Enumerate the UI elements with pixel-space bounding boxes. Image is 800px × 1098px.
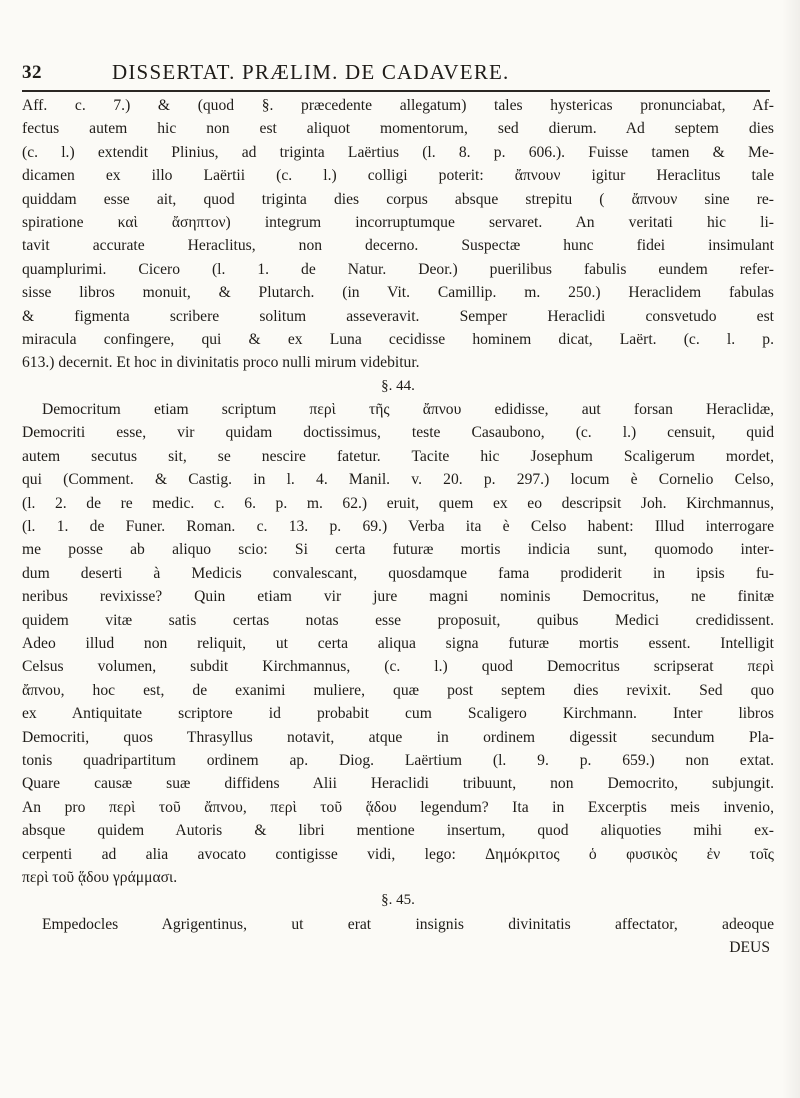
text-line: ἄπνου, hoc est, de exanimi muliere, quæ post septem dies revixit. Sed quo — [22, 681, 774, 699]
section-number: §. 44. — [381, 377, 415, 394]
text-line: Celsus volumen, subdit Kirchmannus, (c. l.) quod Democritus scripserat περὶ — [22, 658, 774, 676]
text-line: Democriti, quos Thrasyllus notavit, atque in ordinem digessit secundum Pla- — [22, 728, 774, 746]
page-edge-shadow — [782, 0, 800, 1098]
text-line: fectus autem hic non est aliquot momentorum, sed dierum. Ad septem dies — [22, 120, 774, 138]
text-line: Democriti esse, vir quidam doctissimus, teste Casaubono, (c. l.) censuit, quid — [22, 424, 774, 442]
text-line: sisse libros monuit, & Plutarch. (in Vit. Camillip. m. 250.) Heraclidem fabulas — [22, 284, 774, 302]
text-line: spiratione καὶ ἄσηπτον) integrum incorruptumque servaret. An veritati hic li- — [22, 213, 774, 231]
text-line: Empedocles Agrigentinus, ut erat insignis divinitatis affectator, adeoque — [42, 915, 774, 933]
text-line: cerpenti ad alia avocato contigisse vidi, lego: Δημόκριτος ὁ φυσικὸς ἐν τοῖς — [22, 845, 774, 863]
running-title: DISSERTAT. PRÆLIM. DE CADAVERE. — [112, 60, 510, 84]
text-line: me posse ab aliquo scio: Si certa futuræ mortis indicia sunt, quomodo inter- — [22, 541, 774, 559]
text-line: Aff. c. 7.) & (quod §. præcedente allegatum) tales hystericas pronunciabat, Af- — [22, 97, 774, 114]
text-line: qui (Comment. & Castig. in l. 4. Manil. v. 20. p. 297.) locum è Cornelio Celso, — [22, 471, 774, 489]
text-line: περὶ τοῦ ᾅδου γράμμασι. — [22, 868, 178, 886]
text-line: quiddam esse ait, quod triginta dies corpus absque strepitu ( ἄπνουν sine re- — [22, 190, 774, 208]
text-line: (l. 2. de re medic. c. 6. p. m. 62.) eruit, quem ex eo descripsit Joh. Kirchmannus, — [22, 494, 774, 512]
text-line: quidem vitæ satis certas notas esse proposuit, quibus Medici credidissent. — [22, 611, 774, 629]
text-line: (l. 1. de Funer. Roman. c. 13. p. 69.) Verba ita è Celso habent: Illud interrogare — [22, 518, 774, 536]
text-line: tonis quadripartitum ordinem ap. Diog. Laërtium (l. 9. p. 659.) non extat. — [22, 751, 774, 769]
text-line: dicamen ex illo Laërtii (c. l.) colligi poterit: ἄπνουν igitur Heraclitus tale — [22, 167, 774, 185]
text-line: ex Antiquitate scriptore id probabit cum Scaligero Kirchmann. Inter libros — [22, 705, 774, 723]
text-line: miracula confingere, qui & ex Luna cecidisse hominem dicat, Laërt. (c. l. p. — [22, 330, 774, 348]
text-line: Adeo illud non reliquit, ut certa aliqua signa futuræ mortis essent. Intelligit — [22, 634, 774, 652]
section-number: §. 45. — [381, 892, 415, 909]
text-line: Quare causæ suæ diffidens Alii Heraclidi tribuunt, non Democrito, subjungit. — [22, 775, 774, 793]
catchword: DEUS — [729, 939, 770, 957]
text-line: absque quidem Autoris & libri mentione insertum, quod aliquoties mihi ex- — [22, 822, 774, 840]
text-line: quamplurimi. Cicero (l. 1. de Natur. Deor.) puerilibus fabulis eundem refer- — [22, 260, 774, 278]
text-line: 613.) decernit. Et hoc in divinitatis proco nulli mirum videbitur. — [22, 354, 420, 372]
text-line: (c. l.) extendit Plinius, ad triginta Laërtius (l. 8. p. 606.). Fuisse tamen & Me- — [22, 143, 774, 161]
text-line: neribus revixisse? Quin etiam vir jure magni nominis Democritus, ne finitæ — [22, 588, 774, 606]
text-line: dum deserti à Medicis convalescant, quosdamque fama prodiderit in ipsis fu- — [22, 564, 774, 582]
text-line: An pro περὶ τοῦ ἄπνου, περὶ τοῦ ᾅδου legendum? Ita in Excerptis meis invenio, — [22, 798, 774, 816]
text-line: autem secutus sit, se nescire fatetur. Tacite hic Josephum Scaligerum mordet, — [22, 447, 774, 465]
text-line: Democritum etiam scriptum περὶ τῆς ἄπνου edidisse, aut forsan Heraclidæ, — [42, 401, 774, 419]
running-head — [22, 56, 770, 88]
text-line: & figmenta scribere solitum asseveravit. Semper Heraclidi consvetudo est — [22, 307, 774, 325]
body-text — [22, 94, 774, 1094]
page-number: 32 — [22, 62, 42, 83]
text-line: tavit accurate Heraclitus, non decerno. Suspectæ hunc fidei insimulant — [22, 237, 774, 255]
header-rule — [22, 90, 770, 92]
